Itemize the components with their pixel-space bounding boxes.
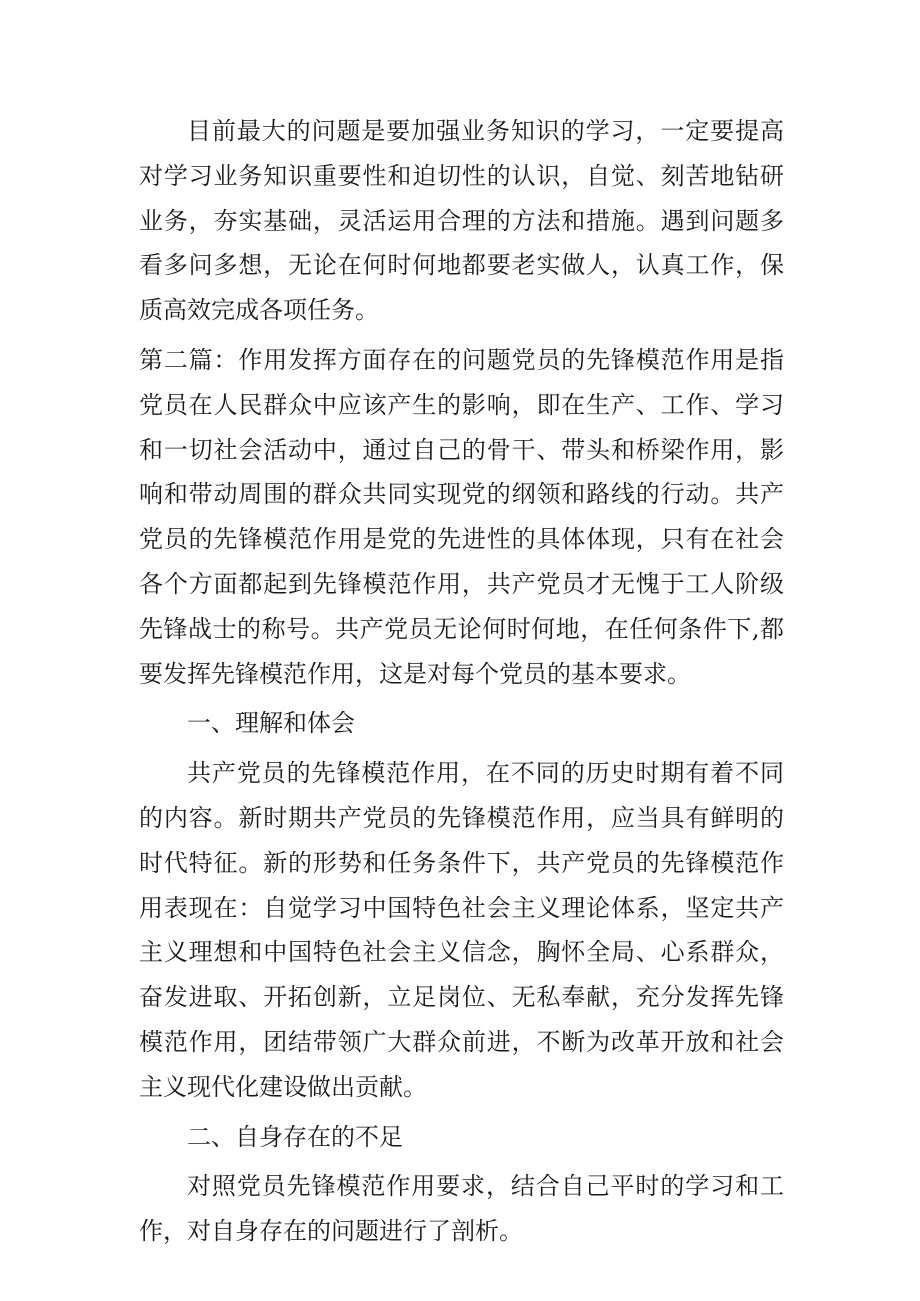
section-heading-understanding: 一、理解和体会 [187, 709, 355, 738]
paragraph-study-business-knowledge: 目前最大的问题是要加强业务知识的学习，一定要提高对学习业务知识重要性和迫切性的认识，自觉、刻苦地钻研业务，夯实基础，灵活运用合理的方法和措施。遇到问题多看多问多想，无论在何时何地都要老实做人，认真工作，保质高效完成各项任务。 [139, 117, 784, 325]
paragraph-vanguard-role: 共产党员的先锋模范作用，在不同的历史时期有着不同的内容。新时期共产党员的先锋模范作用，应当具有鲜明的时代特征。新的形势和任务条件下，共产党员的先锋模范作用表现在：自觉学习中国特色社会主义理论体系，坚定共产主义理想和中国特色社会主义信念，胸怀全局、心系群众，奋发进取、开拓创新，立足岗位、无私奉献，充分发挥先锋模范作用，团结带领广大群众前进，不断为改革开放和社会主义现代化建设做出贡献。 [139, 759, 784, 1101]
paragraph-self-analysis: 对照党员先锋模范作用要求，结合自己平时的学习和工作，对自身存在的问题进行了剖析。 [139, 1172, 784, 1246]
document-body [139, 109, 784, 1254]
section-heading-shortcomings: 二、自身存在的不足 [187, 1122, 403, 1151]
paragraph-chapter-two-intro: 第二篇：作用发挥方面存在的问题党员的先锋模范作用是指党员在人民群众中应该产生的影响，即在生产、工作、学习和一切社会活动中，通过自己的骨干、带头和桥梁作用，影响和带动周围的群众共同实现党的纲领和路线的行动。共产党员的先锋模范作用是党的先进性的具体体现，只有在社会各个方面都起到先锋模范作用，共产党员才无愧于工人阶级先锋战士的称号。共产党员无论何时何地，在任何条件下,都要发挥先锋模范作用，这是对每个党员的基本要求。 [139, 345, 784, 688]
